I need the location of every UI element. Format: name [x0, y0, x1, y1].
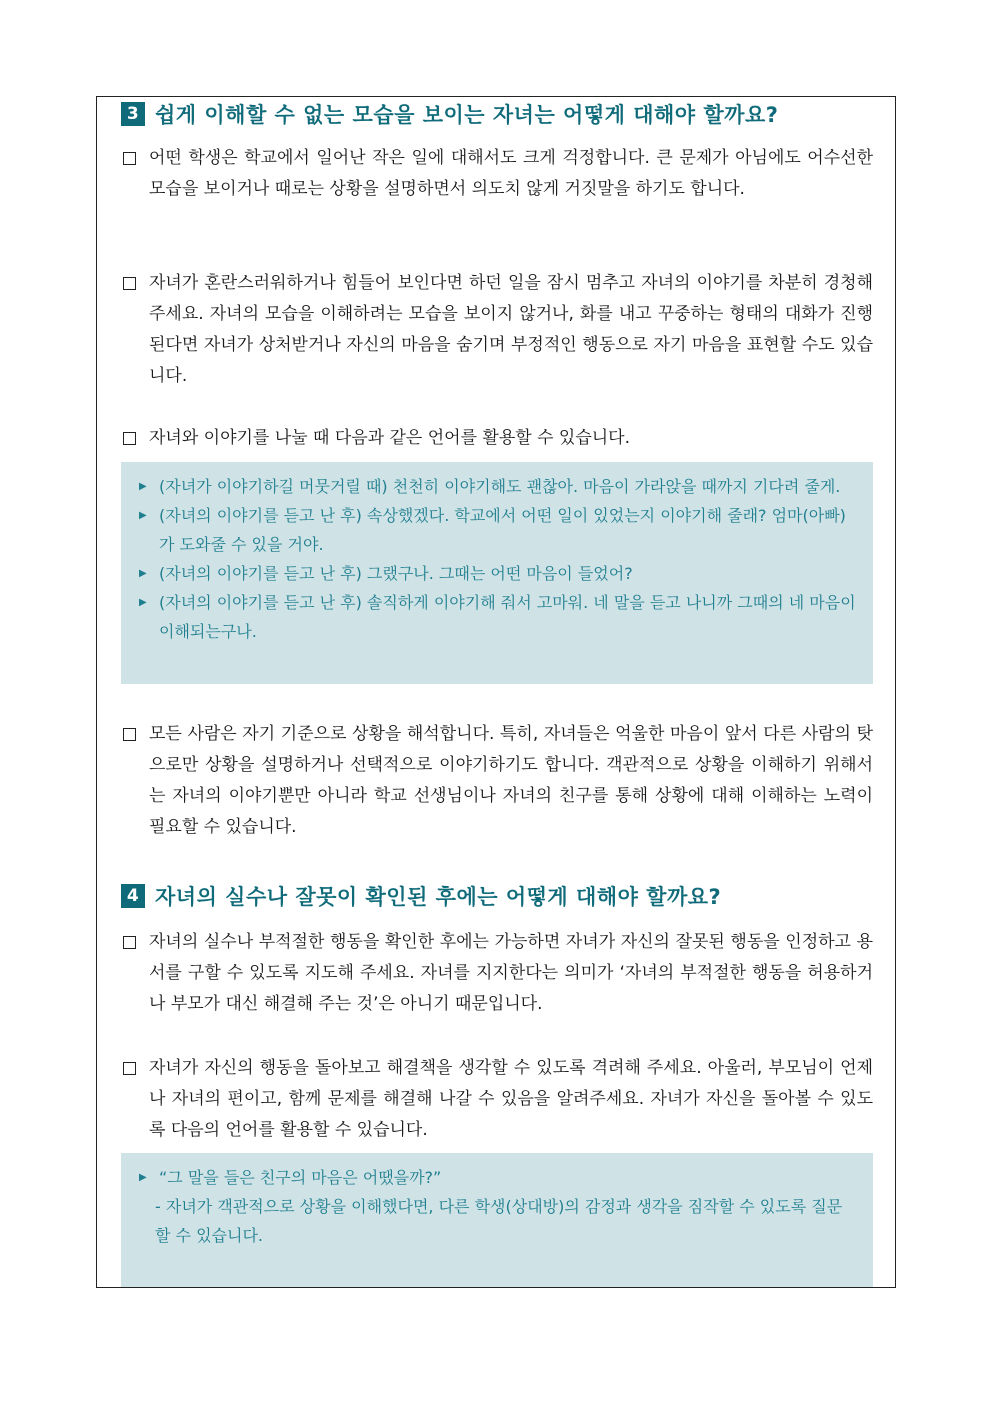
paragraph: [121, 719, 873, 843]
callout-item: [139, 559, 857, 588]
page-frame: [96, 96, 896, 1288]
section-number-badge: 4: [121, 884, 145, 908]
callout-text: (자녀의 이야기를 듣고 난 후) 속상했겠다. 학교에서 어떤 일이 있었는지 이야기해 줄래? 엄마(아빠)가 도와줄 수 있을 거야.: [159, 506, 846, 554]
section-title: 자녀의 실수나 잘못이 확인된 후에는 어떻게 대해야 할까요?: [155, 885, 722, 909]
callout-item: [139, 588, 857, 646]
paragraph-text: 자녀가 자신의 행동을 돌아보고 해결책을 생각할 수 있도록 격려해 주세요. 아울러, 부모님이 언제나 자녀의 편이고, 함께 문제를 해결해 나갈 수 있음을 알려주세요. 자녀가 자신을 돌아볼 수 있도록 다음의 언어를 활용할 수 있습니다.: [149, 1058, 873, 1140]
paragraph: [121, 143, 873, 205]
paragraph-text: 자녀와 이야기를 나눌 때 다음과 같은 언어를 활용할 수 있습니다.: [149, 428, 631, 448]
checkbox-square-icon: [123, 1062, 136, 1075]
section-title: 쉽게 이해할 수 없는 모습을 보이는 자녀는 어떻게 대해야 할까요?: [155, 103, 779, 127]
callout-item: [139, 472, 857, 501]
paragraph-text: 자녀의 실수나 부적절한 행동을 확인한 후에는 가능하면 자녀가 자신의 잘못된 행동을 인정하고 용서를 구할 수 있도록 지도해 주세요. 자녀를 지지한다는 의미가 ‘자녀의 부적절한 행동을 허용하거나 부모가 대신 해결해 주는 것’은 아니기 때문입니다.: [149, 932, 873, 1014]
callout-text: (자녀의 이야기를 듣고 난 후) 솔직하게 이야기해 줘서 고마워. 네 말을 듣고 나니까 그때의 네 마음이 이해되는구나.: [159, 593, 856, 641]
callout-item: [139, 1163, 857, 1192]
triangle-bullet-icon: ▶: [139, 510, 147, 521]
section-number-badge: 3: [121, 102, 145, 126]
paragraph: [121, 268, 873, 392]
checkbox-square-icon: [123, 152, 136, 165]
checkbox-square-icon: [123, 432, 136, 445]
callout-text: (자녀가 이야기하길 머뭇거릴 때) 천천히 이야기해도 괜찮아. 마음이 가라앉을 때까지 기다려 줄게.: [159, 477, 841, 496]
checkbox-square-icon: [123, 728, 136, 741]
triangle-bullet-icon: ▶: [139, 481, 147, 492]
example-phrases-callout: [121, 462, 873, 684]
guiding-question-callout: [121, 1153, 873, 1287]
callout-note: - 자녀가 객관적으로 상황을 이해했다면, 다른 학생(상대방)의 감정과 생각을 짐작할 수 있도록 질문할 수 있습니다.: [155, 1197, 843, 1245]
paragraph-text: 어떤 학생은 학교에서 일어난 작은 일에 대해서도 크게 걱정합니다. 큰 문제가 아님에도 어수선한 모습을 보이거나 때로는 상황을 설명하면서 의도치 않게 거짓말을 하기도 합니다.: [149, 148, 873, 199]
paragraph: [121, 927, 873, 1020]
paragraph-text: 모든 사람은 자기 기준으로 상황을 해석합니다. 특히, 자녀들은 억울한 마음이 앞서 다른 사람의 탓으로만 상황을 설명하거나 선택적으로 이야기하기도 합니다. 객관적으로 상황을 이해하기 위해서는 자녀의 이야기뿐만 아니라 학교 선생님이나 자녀의 친구를 통해 상황에 대해 이해하는 노력이 필요할 수 있습니다.: [149, 724, 873, 837]
callout-quote: “그 말을 들은 친구의 마음은 어땠을까?”: [159, 1168, 442, 1187]
callout-text: (자녀의 이야기를 듣고 난 후) 그랬구나. 그때는 어떤 마음이 들었어?: [159, 564, 633, 583]
paragraph: [121, 423, 873, 454]
section-4-heading: [121, 881, 721, 911]
triangle-bullet-icon: ▶: [139, 597, 147, 608]
triangle-bullet-icon: ▶: [139, 568, 147, 579]
callout-item: [139, 501, 857, 559]
paragraph: [121, 1053, 873, 1146]
checkbox-square-icon: [123, 277, 136, 290]
section-3-heading: [121, 99, 778, 129]
checkbox-square-icon: [123, 936, 136, 949]
paragraph-text: 자녀가 혼란스러워하거나 힘들어 보인다면 하던 일을 잠시 멈추고 자녀의 이야기를 차분히 경청해 주세요. 자녀의 모습을 이해하려는 모습을 보이지 않거나, 화를 내고 꾸중하는 형태의 대화가 진행된다면 자녀가 상처받거나 자신의 마음을 숨기며 부정적인 행동으로 자기 마음을 표현할 수도 있습니다.: [149, 273, 873, 386]
triangle-bullet-icon: ▶: [139, 1172, 147, 1183]
